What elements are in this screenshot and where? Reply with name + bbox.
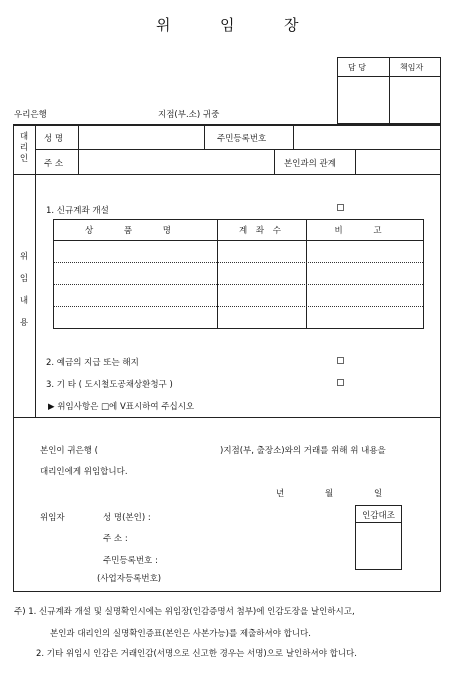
- bank-name: 우리은행: [14, 110, 47, 120]
- statement-branch-field[interactable]: [120, 440, 216, 456]
- branch-label: 지점(부.소) 귀중: [158, 110, 220, 120]
- delegator-label: 위임자: [40, 513, 65, 523]
- statement-line1-a: 본인이 귀은행 (: [40, 446, 98, 456]
- agent-id-field[interactable]: [295, 126, 438, 147]
- seal-label: 인감대조: [362, 511, 395, 521]
- approval-manager-label: 책임자: [400, 63, 424, 72]
- item1-label: 1. 신규계좌 개설: [46, 206, 109, 216]
- statement-line1-b: )지점(부, 출장소)와의 거래를 위해 위 내용을: [220, 446, 386, 456]
- item3-label: 3. 기 타 ( 도시철도공채상환청구 ): [46, 380, 173, 390]
- footnote-line3: 2. 기타 위임시 인감은 거래인감(서명으로 신고한 경우는 서명)으로 날인하셔야 합니다.: [36, 649, 357, 659]
- agent-address-label: 주 소: [44, 159, 64, 169]
- manager-sign-area[interactable]: [390, 77, 440, 123]
- item3-checkbox[interactable]: [337, 379, 344, 386]
- date-year-label: 년: [276, 489, 285, 499]
- approval-staff-label: 담 당: [348, 63, 366, 72]
- item2-checkbox[interactable]: [337, 357, 344, 364]
- col-remark-header: 비 고: [334, 226, 396, 236]
- delegator-name-label: 성 명(본인) :: [103, 513, 151, 523]
- statement-line2: 대리인에게 위임합니다.: [40, 467, 128, 477]
- title-char-2: 임: [220, 16, 236, 34]
- col-product-header: 상 품 명: [84, 226, 186, 236]
- item1-checkbox[interactable]: [337, 204, 344, 211]
- date-day-label: 일: [374, 489, 383, 499]
- delegator-address-label: 주 소 :: [103, 534, 128, 544]
- product-table-body[interactable]: [54, 241, 423, 328]
- agent-relation-label: 본인과의 관계: [284, 159, 336, 169]
- delegation-label: 위 임 내 용: [19, 252, 29, 328]
- footnote-line2: 본인과 대리인의 실명확인증표(본인은 사본가능)를 제출하셔야 합니다.: [50, 629, 311, 639]
- agent-label: 대 리 인: [19, 132, 29, 164]
- date-month-label: 월: [325, 489, 334, 499]
- agent-id-label: 주민등록번호: [217, 134, 267, 144]
- staff-sign-area[interactable]: [338, 77, 388, 123]
- agent-address-field[interactable]: [80, 151, 272, 172]
- col-count-header: 계 좌 수: [238, 226, 285, 236]
- title-char-3: 장: [284, 16, 300, 34]
- footnote-line1: 주) 1. 신규계좌 개설 및 실명확인시에는 위임장(인감증명서 첨부)에 인감도장을 날인하시고,: [14, 607, 355, 617]
- item2-label: 2. 예금의 지급 또는 해지: [46, 358, 139, 368]
- delegator-biz-label: (사업자등록번호): [97, 574, 162, 584]
- agent-name-label: 성 명: [44, 134, 64, 144]
- title-char-1: 위: [156, 16, 172, 34]
- agent-relation-field[interactable]: [357, 151, 438, 172]
- agent-name-field[interactable]: [80, 126, 202, 147]
- delegation-note: ▶ 위임사항은 □에 V표시하여 주십시오: [48, 402, 195, 412]
- delegator-id-label: 주민등록번호 :: [103, 556, 158, 566]
